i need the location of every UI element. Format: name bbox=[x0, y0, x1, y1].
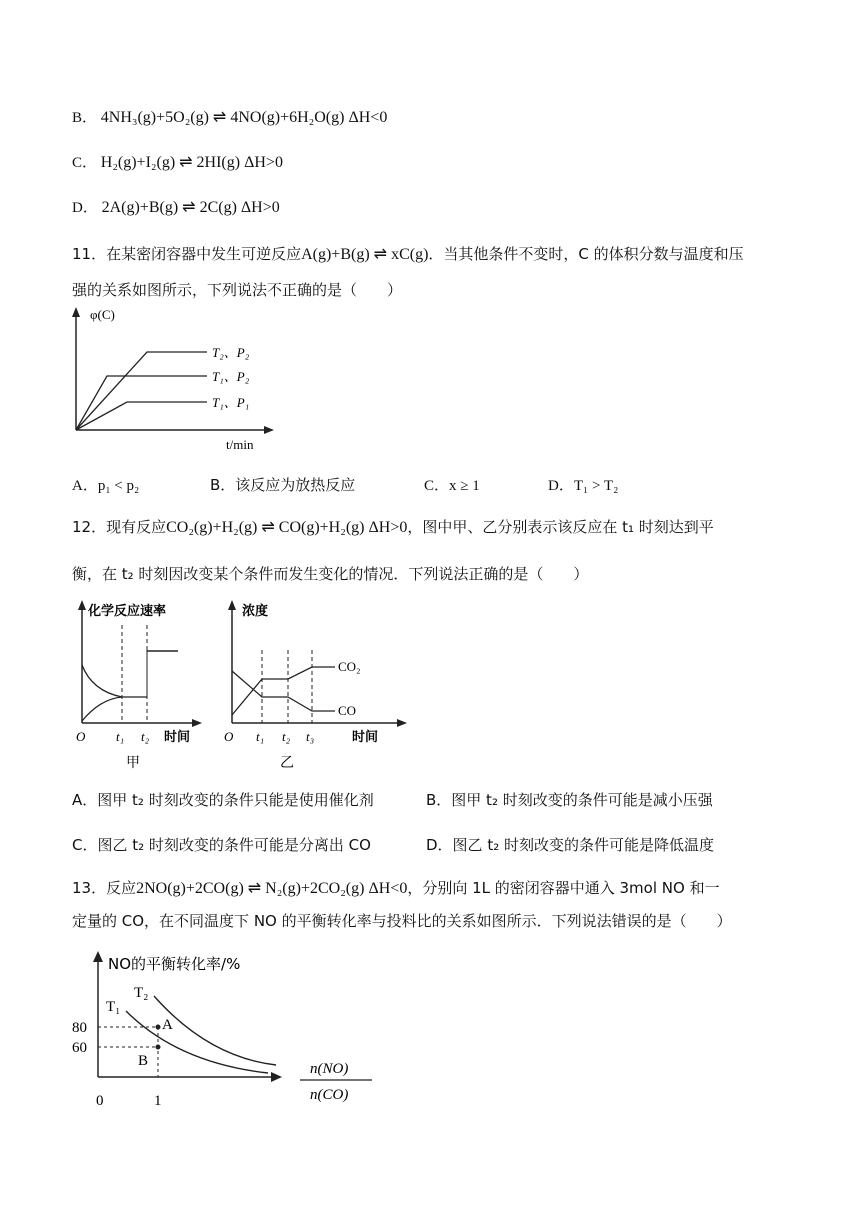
curve-t1-p1 bbox=[76, 402, 207, 430]
q11-stem-post: ．当其他条件不变时，C 的体积分数与温度和压 bbox=[428, 245, 744, 263]
q11-option-b: B．该反应为放热反应 bbox=[210, 476, 356, 494]
q13-x1: 1 bbox=[154, 1093, 162, 1109]
curve-t2-p2 bbox=[76, 352, 207, 430]
option-letter: D． bbox=[72, 200, 98, 216]
q13-point-b: B bbox=[138, 1053, 149, 1069]
curve-forward-rate bbox=[82, 665, 147, 697]
q12b-t1: t₁ bbox=[256, 729, 265, 744]
q12b-caption: 乙 bbox=[280, 755, 294, 771]
q12a-xlabel: 时间 bbox=[164, 730, 191, 745]
q13-stem-pre: 13．反应 bbox=[72, 879, 137, 897]
q12-stem-line-1 bbox=[72, 516, 714, 537]
q11-xlabel: t/min bbox=[226, 437, 254, 452]
q12-option-c: C．图乙 t₂ 时刻改变的条件可能是分离出 CO bbox=[72, 836, 371, 854]
q13-stem-line-2: 定量的 CO，在不同温度下 NO 的平衡转化率与投料比的关系如图所示．下列说法错误的是（ ） bbox=[72, 912, 732, 930]
q13-point-a: A bbox=[162, 1017, 173, 1033]
point-b bbox=[156, 1045, 161, 1050]
curve-t1-p2 bbox=[76, 376, 207, 430]
q12-stem-pre: 12．现有反应 bbox=[72, 518, 167, 536]
q11-ylabel: φ(C) bbox=[90, 307, 115, 322]
q12a-ylabel: 化学反应速率 bbox=[88, 604, 167, 619]
q13-x-den: n(CO) bbox=[310, 1087, 349, 1103]
curve-co bbox=[232, 667, 335, 715]
q12-stem-post: ，图中甲、乙分别表示该反应在 t₁ 时刻达到平 bbox=[407, 518, 714, 536]
q12-option-b: B．图甲 t₂ 时刻改变的条件可能是减小压强 bbox=[426, 791, 713, 809]
q12-option-a: A．图甲 t₂ 时刻改变的条件只能是使用催化剂 bbox=[72, 791, 374, 809]
option-d bbox=[72, 196, 280, 217]
q11-stem-pre: 11．在某密闭容器中发生可逆反应 bbox=[72, 245, 302, 263]
q11-equation: A(g)+B(g) ⇌ xC(g) bbox=[301, 246, 429, 263]
equation: H₂(g)+I₂(g) ⇌ 2HI(g) ΔH>0 bbox=[100, 154, 283, 171]
q12b-co-label: CO bbox=[338, 703, 357, 718]
q13-graph bbox=[68, 945, 378, 1115]
q12-equation: CO₂(g)+H₂(g) ⇌ CO(g)+H₂(g) ΔH>0 bbox=[166, 519, 408, 536]
q12a-t2: t₂ bbox=[141, 729, 150, 744]
q13-stem-line-1 bbox=[72, 877, 720, 898]
q12b-t2: t₂ bbox=[282, 729, 291, 744]
q13-stem-post: ，分别向 1L 的密闭容器中通入 3mol NO 和一 bbox=[407, 879, 720, 897]
option-letter: C． bbox=[72, 155, 98, 171]
q12-option-d: D．图乙 t₂ 时刻改变的条件可能是降低温度 bbox=[426, 836, 714, 854]
q11-graph bbox=[62, 305, 282, 455]
q13-x-num: n(NO) bbox=[310, 1061, 349, 1077]
curve-reverse-rate bbox=[82, 697, 122, 721]
equation: 4NH₃(g)+5O₂(g) ⇌ 4NO(g)+6H₂O(g) ΔH<0 bbox=[100, 109, 388, 126]
q12-graph-yi bbox=[220, 595, 420, 775]
q11-stem-line-1 bbox=[72, 243, 744, 264]
label-t2-p2: T₂、P₂ bbox=[212, 345, 250, 360]
q11-option-d: D．T₁ > T₂ bbox=[548, 478, 619, 494]
q12-stem-line-2: 衡，在 t₂ 时刻因改变某个条件而发生变化的情况．下列说法正确的是（ ） bbox=[72, 565, 589, 583]
point-a bbox=[156, 1025, 161, 1030]
q13-x0: 0 bbox=[96, 1093, 104, 1109]
q13-t2: T₂ bbox=[134, 985, 149, 1001]
option-b bbox=[72, 106, 387, 127]
q12b-t3: t₃ bbox=[306, 729, 315, 744]
q12a-origin: O bbox=[76, 729, 86, 744]
q12-graph-jia bbox=[70, 595, 210, 775]
q12b-xlabel: 时间 bbox=[352, 730, 379, 745]
q12a-t1: t₁ bbox=[116, 729, 125, 744]
q12b-ylabel: 浓度 bbox=[242, 604, 269, 619]
q11-option-c: C．x ≥ 1 bbox=[424, 478, 480, 494]
q12b-origin: O bbox=[224, 729, 234, 744]
option-letter: B． bbox=[72, 110, 98, 126]
label-t1-p1: T₁、P₁ bbox=[212, 395, 250, 410]
q13-ylabel: NO的平衡转化率/% bbox=[108, 955, 241, 973]
label-t1-p2: T₁、P₂ bbox=[212, 369, 250, 384]
q13-y60: 60 bbox=[72, 1040, 87, 1056]
q12a-caption: 甲 bbox=[126, 755, 140, 771]
q13-t1: T₁ bbox=[106, 999, 121, 1015]
q11-option-a: A．p₁ < p₂ bbox=[72, 478, 140, 494]
curve-co2 bbox=[232, 671, 335, 711]
equation: 2A(g)+B(g) ⇌ 2C(g) ΔH>0 bbox=[101, 199, 280, 216]
q13-y80: 80 bbox=[72, 1020, 87, 1036]
q11-stem-line-2: 强的关系如图所示，下列说法不正确的是（ ） bbox=[72, 281, 403, 299]
q12b-co2-label: CO₂ bbox=[338, 659, 361, 674]
option-c bbox=[72, 151, 283, 172]
q13-equation: 2NO(g)+2CO(g) ⇌ N₂(g)+2CO₂(g) ΔH<0 bbox=[136, 880, 408, 897]
